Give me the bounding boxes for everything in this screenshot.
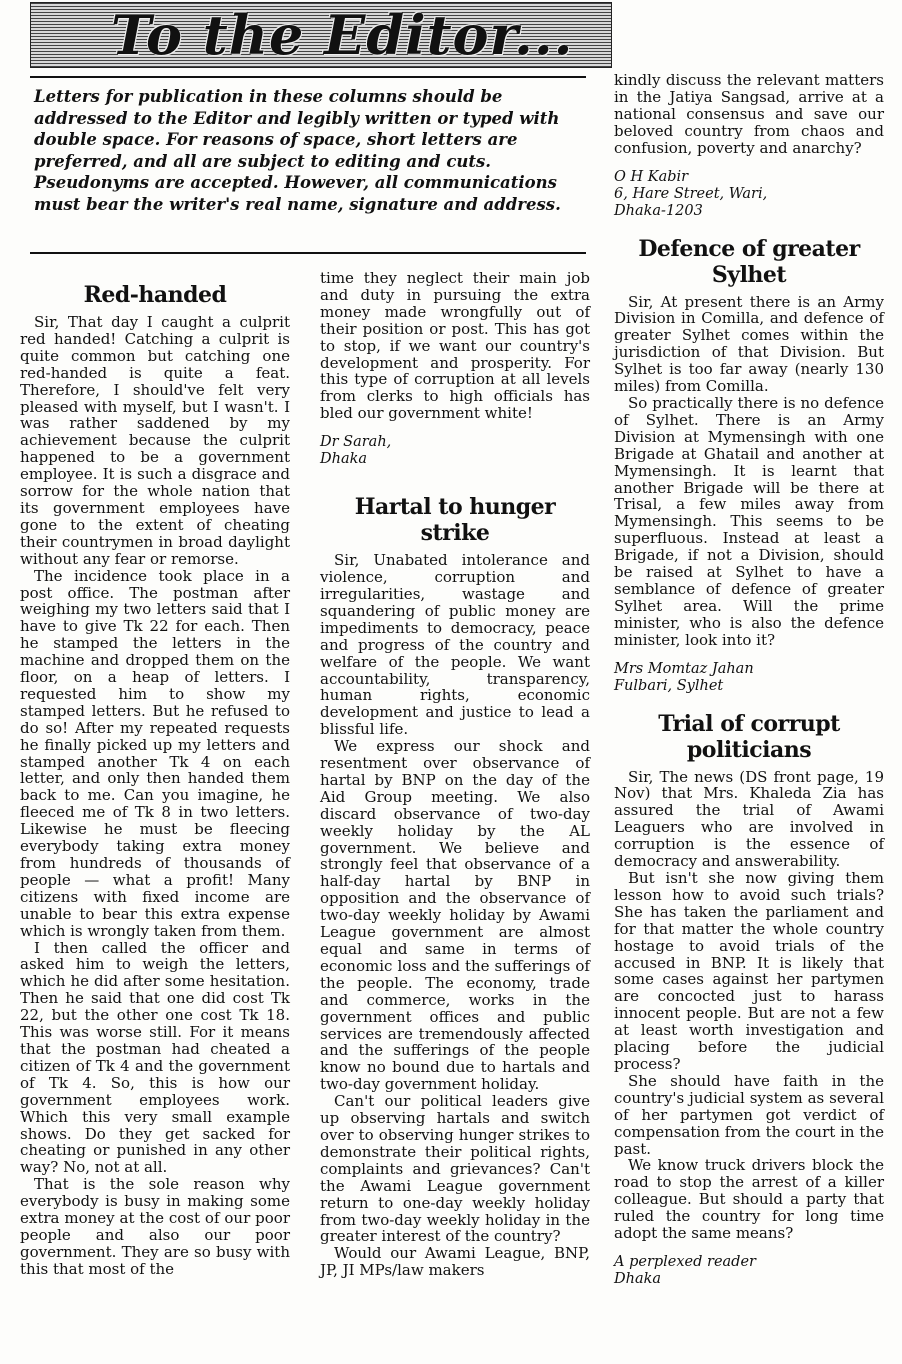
letter-paragraph: Can't our political leaders give up observing hartals and switch over to observing hunger strikes to demonstrate their political rights, complaints and grievances? Can't the Awami League government return to one-day weekly holiday from two-day weekly holiday in the greater interest of the country? [320, 1092, 590, 1246]
letter-paragraph: I then called the officer and asked him to weigh the letters, which he did after some hesitation. Then he said that one did cost Tk 22, but the other one cost Tk 18. This was worse still. For it means that the postman had cheated a citizen of Tk 4 and the government of Tk 4. So, this is how our government employees work. Which this very small example shows. Do they get sacked for cheating or punished in any other way? No, not at all. [20, 938, 290, 1177]
column-1 [20, 282, 290, 1278]
signature-name: O H Kabir [614, 168, 689, 185]
signature-place: Dhaka-1203 [614, 202, 703, 219]
signature-address: 6, Hare Street, Wari, [614, 185, 768, 202]
column-3 [614, 72, 884, 1288]
letter-paragraph: Sir, At present there is an Army Division in Comilla, and defence of greater Sylhet comes within the jurisdiction of that Division. But Sylhet is too far away (nearly 130 miles) from Comilla. [614, 292, 884, 396]
letter-title-sylhet: Defence of greater Sylhet [638, 235, 860, 288]
letter-paragraph: We know truck drivers block the road to stop the arrest of a killer colleague. But should a party that ruled the country for long time adopt the same means? [614, 1156, 884, 1243]
masthead [30, 2, 612, 68]
signature-place: Dhaka [614, 1270, 662, 1287]
section-title: To the Editor... [111, 3, 574, 67]
signature-place: Fulbari, Sylhet [614, 677, 724, 694]
letter-signature [614, 661, 884, 695]
letter-paragraph: Sir, That day I caught a culprit red handed! Catching a culprit is quite common but catching one red-handed is quite a feat. Therefore, I should've felt very pleased with myself, but I wasn't. I was rather saddened by my achievement because the culprit happened to be a government employee. It is such a disgrace and sorrow for the whole nation that its government employees have gone to the extent of cheating their countrymen in broad daylight without any fear or remorse. [20, 313, 290, 568]
letter-paragraph: Sir, The news (DS front page, 19 Nov) that Mrs. Khaleda Zia has assured the trial of Awami Leaguers who are involved in corruption is the essence of democracy and answerability. [614, 767, 884, 871]
signature-place: Dhaka [320, 451, 368, 468]
letter-paragraph: Would our Awami League, BNP, JP, JI MPs/law makers [320, 1244, 590, 1280]
signature-name: Mrs Momtaz Jahan [614, 660, 754, 677]
letter-paragraph: The incidence took place in a post office. The postman after weighing my two letters said that I have to give Tk 22 for each. Then he stamped the letters in the machine and dropped them on the floor, on a heap of letters. I requested him to show my stamped letters. But he refused to do so! After my repeated requests he finally picked up my letters and stamped another Tk 4 on each letter, and only then handed them back to me. Can you imagine, he fleeced me of Tk 8 in two letters. Likewise he must be fleecing everybody taking extra money from hundreds of thousands of people — what a profit! Many citizens with fixed income are unable to bear this extra expense which is wrongly taken from them. [20, 566, 290, 940]
letter-signature [320, 434, 590, 468]
signature-name: A perplexed reader [614, 1253, 756, 1270]
letter-title-red-handed: Red-handed [83, 282, 227, 308]
letter-paragraph: kindly discuss the relevant matters in the Jatiya Sangsad, arrive at a national consensus and save our beloved country from chaos and confusion, poverty and anarchy? [614, 71, 884, 157]
signature-name: Dr Sarah, [320, 434, 392, 451]
letter-paragraph: So practically there is no defence of Sylhet. There is an Army Division at Mymensingh with one Brigade at Ghatail and another at Mymensingh. It is learnt that another Brigade will be there at Trisal, a few miles away from Mymensingh. This seems to be superfluous. Instead at least a Brigade, if not a Division, should be raised at Sylhet to have a semblance of defence of greater Sylhet area. Will the prime minister, who is also the defence minister, look into it? [614, 393, 884, 649]
letter-signature [614, 169, 884, 220]
letter-paragraph: We express our shock and resentment over observance of hartal by BNP on the day of the Aid Group meeting. We also discard observance of two-day weekly holiday by the AL government. We believe and strongly feel that observance of a half-day hartal by BNP in opposition and the observance of two-day weekly holiday by Awami League government are almost equal and same in terms of economic loss and the sufferings of the people. The economy, trade and commerce, works in the government offices and public services are tremendously affected and the sufferings of the people know no bound due to hartals and two-day government holiday. [320, 737, 590, 1094]
letter-paragraph: That is the sole reason why everybody is busy in making some extra money at the cost of our poor people and also our poor government. They are so busy with this that most of the [20, 1175, 290, 1278]
letter-title-trial: Trial of corrupt politicians [658, 710, 840, 763]
letter-signature [614, 1254, 884, 1288]
letter-title-hartal: Hartal to hunger strike [354, 494, 556, 547]
column-2 [320, 270, 590, 1279]
submission-notice: Letters for publication in these columns should be addressed to the Editor and legibly written or typed with double space. For reasons of space, short letters are preferred, and all are subject to editing and cuts. Pseudonyms are accepted. However, all communications must bear the writer's real name, signature and address. [30, 76, 586, 254]
letter-paragraph: Sir, Unabated intolerance and violence, corruption and irregularities, wastage and squandering of public money are impediments to democracy, peace and progress of the country and welfare of the people. We want accountability, transparency, human rights, economic development and justice to lead a blissful life. [320, 551, 590, 739]
letter-paragraph: time they neglect their main job and duty in pursuing the extra money made wrongfully out of their position or post. This has got to stop, if we want our country's development and prosperity. For this type of corruption at all levels from clerks to high officials has bled our government white! [320, 269, 590, 423]
letter-paragraph: She should have faith in the country's judicial system as several of her partymen got verdict of compensation from the court in the past. [614, 1071, 884, 1158]
letter-paragraph: But isn't she now giving them lesson how to avoid such trials? She has taken the parliament and for that matter the whole country hostage to avoid trials of the accused in BNP. It is likely that some cases against her partymen are concocted just to harass innocent people. But are not a few at least worth investigation and placing before the judicial process? [614, 869, 884, 1073]
